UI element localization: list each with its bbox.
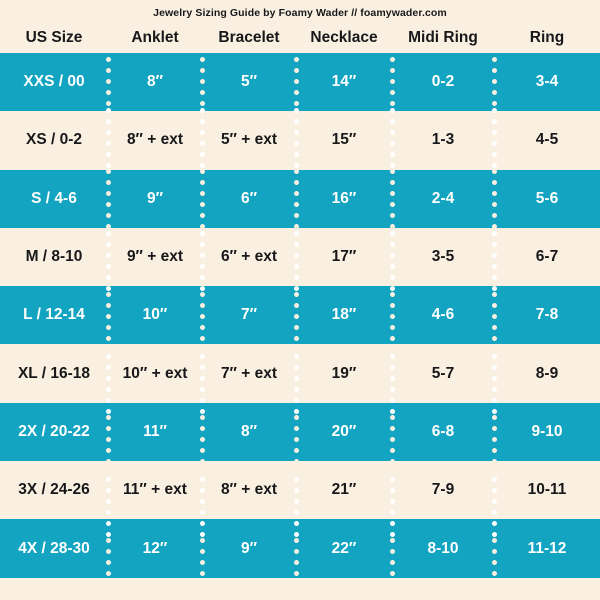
- cell-us-size: 4X / 28-30: [0, 519, 108, 577]
- cell-midi-ring: 6-8: [392, 403, 494, 461]
- cell-midi-ring: 4-6: [392, 286, 494, 344]
- cell-necklace: 21″: [296, 461, 392, 519]
- table-row: [0, 344, 600, 402]
- cell-bracelet: 5″ + ext: [202, 111, 296, 169]
- cell-ring: 6-7: [494, 228, 600, 286]
- cell-us-size: M / 8-10: [0, 228, 108, 286]
- cell-ring: 11-12: [494, 519, 600, 577]
- cell-anklet: 9″ + ext: [108, 228, 202, 286]
- cell-midi-ring: 1-3: [392, 111, 494, 169]
- column-header-us-size: US Size: [0, 23, 108, 53]
- cell-necklace: 14″: [296, 53, 392, 111]
- cell-us-size: 3X / 24-26: [0, 461, 108, 519]
- cell-anklet: 8″: [108, 53, 202, 111]
- table-row: [0, 461, 600, 519]
- table-row: [0, 519, 600, 577]
- column-header-anklet: Anklet: [108, 23, 202, 53]
- cell-midi-ring: 5-7: [392, 344, 494, 402]
- table-row: [0, 111, 600, 169]
- cell-bracelet: 5″: [202, 53, 296, 111]
- cell-us-size: 2X / 20-22: [0, 403, 108, 461]
- cell-ring: 9-10: [494, 403, 600, 461]
- sizing-table: [0, 23, 600, 578]
- cell-us-size: XS / 0-2: [0, 111, 108, 169]
- cell-ring: 3-4: [494, 53, 600, 111]
- cell-anklet: 10″ + ext: [108, 344, 202, 402]
- table-body: [0, 53, 600, 578]
- cell-ring: 4-5: [494, 111, 600, 169]
- cell-necklace: 22″: [296, 519, 392, 577]
- cell-bracelet: 7″ + ext: [202, 344, 296, 402]
- column-header-necklace: Necklace: [296, 23, 392, 53]
- cell-bracelet: 6″: [202, 170, 296, 228]
- cell-anklet: 11″ + ext: [108, 461, 202, 519]
- cell-necklace: 17″: [296, 228, 392, 286]
- cell-us-size: S / 4-6: [0, 170, 108, 228]
- cell-anklet: 12″: [108, 519, 202, 577]
- table-row: [0, 286, 600, 344]
- table-row: [0, 403, 600, 461]
- cell-ring: 5-6: [494, 170, 600, 228]
- cell-necklace: 16″: [296, 170, 392, 228]
- cell-bracelet: 8″ + ext: [202, 461, 296, 519]
- column-header-bracelet: Bracelet: [202, 23, 296, 53]
- cell-us-size: XL / 16-18: [0, 344, 108, 402]
- cell-midi-ring: 8-10: [392, 519, 494, 577]
- cell-anklet: 11″: [108, 403, 202, 461]
- cell-anklet: 10″: [108, 286, 202, 344]
- cell-midi-ring: 0-2: [392, 53, 494, 111]
- column-header-ring: Ring: [494, 23, 600, 53]
- cell-us-size: XXS / 00: [0, 53, 108, 111]
- cell-bracelet: 6″ + ext: [202, 228, 296, 286]
- cell-ring: 7-8: [494, 286, 600, 344]
- cell-necklace: 18″: [296, 286, 392, 344]
- cell-ring: 8-9: [494, 344, 600, 402]
- cell-bracelet: 9″: [202, 519, 296, 577]
- cell-bracelet: 7″: [202, 286, 296, 344]
- table-row: [0, 170, 600, 228]
- cell-bracelet: 8″: [202, 403, 296, 461]
- cell-necklace: 15″: [296, 111, 392, 169]
- cell-ring: 10-11: [494, 461, 600, 519]
- table-row: [0, 53, 600, 111]
- cell-midi-ring: 7-9: [392, 461, 494, 519]
- cell-us-size: L / 12-14: [0, 286, 108, 344]
- cell-midi-ring: 3-5: [392, 228, 494, 286]
- column-header-midi-ring: Midi Ring: [392, 23, 494, 53]
- cell-anklet: 9″: [108, 170, 202, 228]
- table-header: [0, 23, 600, 53]
- cell-necklace: 20″: [296, 403, 392, 461]
- cell-anklet: 8″ + ext: [108, 111, 202, 169]
- page-title: Jewelry Sizing Guide by Foamy Wader // foamywader.com: [153, 7, 447, 19]
- cell-necklace: 19″: [296, 344, 392, 402]
- table-header-row: [0, 23, 600, 53]
- cell-midi-ring: 2-4: [392, 170, 494, 228]
- table-row: [0, 228, 600, 286]
